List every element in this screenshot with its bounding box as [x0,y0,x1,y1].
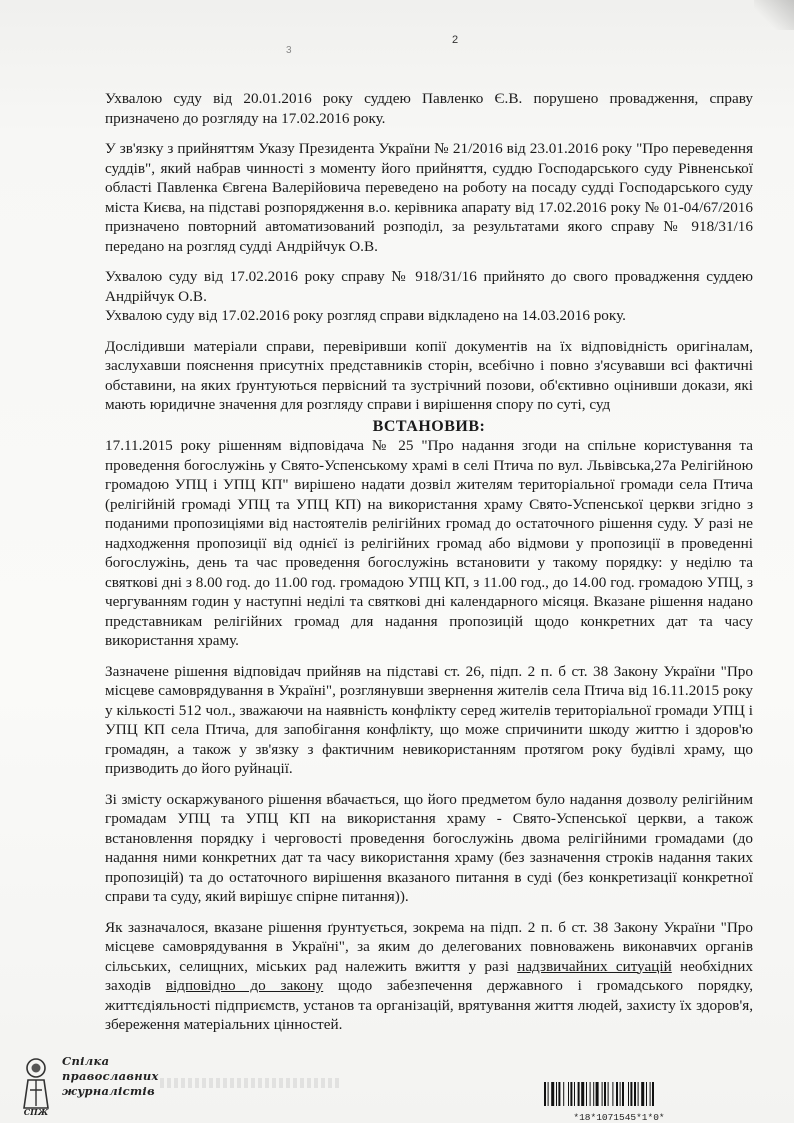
paragraph-2: У зв'язку з прийняттям Указу Президента України № 21/2016 від 23.01.2016 року "Про переведення суддів", який набрав чинності з моменту його прийняття, суддю Господарського суду Рівненської області Павленка Євгена Валерійовича переведено на роботу на посаду судді Господарського суду міста Києва, на підставі розпорядження в.о. керівника апарату від 17.02.2016 року № 01-04/67/2016 призначено повторний автоматизований розподіл, за результатами якого справу № 918/31/16 передано на розгляд судді Андрійчук О.В. [105,140,753,255]
barcode-bar [630,1082,632,1106]
barcode-bar [556,1082,557,1106]
paragraph-3: Ухвалою суду від 17.02.2016 року справу № 918/31/16 прийнято до свого провадження суддею Андрійчук О.В. [105,268,753,305]
barcode-bar [544,1082,546,1106]
barcode-bar [590,1082,591,1106]
paragraph-4: Ухвалою суду від 17.02.2016 року розгляд справи відкладено на 14.03.2016 року. [105,307,626,324]
page-number: 2 [452,34,459,46]
spj-logo [14,1052,159,1118]
logo-text [62,1054,159,1099]
logo-line-2: православних [62,1069,159,1083]
barcode-bar [593,1082,594,1106]
logo-line-1: Спілка [62,1054,110,1068]
paragraph-9 [105,918,753,1035]
underlined-phrase-emergency: надзвичайних ситуацій [517,957,672,975]
logo-mark-label: СПЖ [23,1107,49,1116]
barcode-bar [563,1082,564,1106]
barcode-bar [558,1082,560,1106]
paragraph-8: Зі змісту оскаржуваного рішення вбачається, що його предметом було надання дозволу релігійним громадам УПЦ та УПЦ КП на використання храму - Свято-Успенської церкви, а також встановлення порядку і черговості проведення богослужінь двома релігійними громадами (до надання ними конкретних дат та часу використання храму (без зазначення строків надання таких пропозицій) та до остаточного вирішення вказаного питання в суді (без конкретизації конкретної справи та суду, який вирішує спірне питання)). [105,790,753,905]
section-heading: ВСТАНОВИВ: [372,417,486,435]
barcode-number: *18*1071545*1*0* [573,1112,665,1123]
underlined-phrase-law: відповідно до закону [165,977,324,994]
barcode-bar [641,1082,644,1106]
ghost-page-number: 3 [286,45,292,56]
barcode-bar [548,1082,549,1106]
paragraph-1: Ухвалою суду від 20.01.2016 року суддею Павленко Є.В. порушено провадження, справу призначено до розгляду на 17.02.2016 року. [105,90,753,127]
barcode-bar [581,1082,584,1106]
barcode-bar [608,1082,609,1106]
paragraph-5: Дослідивши матеріали справи, перевіривши копії документів на їх відповідність оригіналам, заслухавши пояснення присутніх представників сторін, всебічно і повно з'ясувавши всі фактичні обставини, на яких ґрунтуються первісний та зустрічний позови, об'єктивно оцінивши докази, які мають юридичне значення для розгляду справи і вирішення спору по суті, суд [105,337,753,413]
paragraph-9-part-1: Як зазначалося, вказане рішення ґрунтується, зокрема на підп. 2 п. б ст. 38 Закону України "Про місцеве самоврядування в Україні", за яким до делегованих повноважень виконавчих органів сільських, селищних, міських рад належить вжиття у разі [105,918,753,975]
barcode-bar [596,1082,599,1106]
barcode-bar [616,1082,618,1106]
barcode-bar [570,1082,572,1106]
saint-figure-icon [16,1056,56,1116]
paragraph-9-part-2: необхідних заходів [105,957,753,994]
barcode-bar [568,1082,569,1106]
barcode-bar [586,1082,587,1106]
barcode-bar [652,1082,654,1106]
barcode-bar [602,1082,603,1106]
barcode-bar [622,1082,624,1106]
barcode-bar [638,1082,639,1106]
barcode-bar [578,1082,580,1106]
barcode-bar [574,1082,575,1106]
paragraph-9-part-3: щодо забезпечення державного і громадського порядку, життєдіяльності підприємств, установ та організацій, врятування життя людей, захисту їх здоров'я, збереження матеріальних цінностей. [105,977,753,1033]
paragraph-7: Зазначене рішення відповідач прийняв на підставі ст. 26, підп. 2 п. б ст. 38 Закону України "Про місцеве самоврядування в Україні", розглянувши звернення жителів села Птича від 16.11.2015 року у кількості 512 чол., зважаючи на наявність конфлікту серед жителів територіальної громади УПЦ і УПЦ КП села Птича, для запобігання конфлікту, що може спричинити шкоду життю і здоров'ю громадян, а також у зв'язку з фактичним невикористанням протягом року будівлі храму, що призводить до його руйнації. [105,662,753,777]
barcode-bar [612,1082,613,1106]
barcode-bar [551,1082,554,1106]
barcode-bar [634,1082,636,1106]
barcode-bar [628,1082,629,1106]
paragraph-6: 17.11.2015 року рішенням відповідача № 25 "Про надання згоди на спільне користування та проведення богослужінь у Свято-Успенському храмі в селі Птича по вул. Львівська,27а Релігійною громадою УПЦ і УПЦ КП" вирішено надати дозвіл жителям територіальної громади села Птича (релігійній громаді УПЦ та УПЦ КП) на використання храму Свято-Успенської церкви згідно з поданими пропозиціями від настоятелів релігійних громад до остаточного рішення суду. У разі не надходження пропозиції від однієї із релігійних громад або відмови у пропозиції в проведенні богослужінь, день та час проведення богослужінь встановити у такому порядку: у неділю та святкові дні з 8.00 год. до 11.00 год. громадою УПЦ КП, з 11.00 год., до 14.00 год. громадою УПЦ, з чергуванням годин у наступні неділі та святкові дні календарного місяця. Вказане рішення надано представникам релігійних громад для надання пропозицій щодо конкретних дат та часу використання храму. [105,437,753,649]
barcode-bar [650,1082,651,1106]
scan-corner-shadow [754,0,794,30]
barcode-bars [544,1082,694,1106]
stamp-bleed-through [160,1078,340,1088]
barcode-bar [604,1082,606,1106]
barcode-bar [620,1082,621,1106]
document-body [105,89,753,1035]
barcode [544,1082,694,1123]
barcode-bar [646,1082,647,1106]
logo-line-3: журналістів [62,1084,155,1098]
